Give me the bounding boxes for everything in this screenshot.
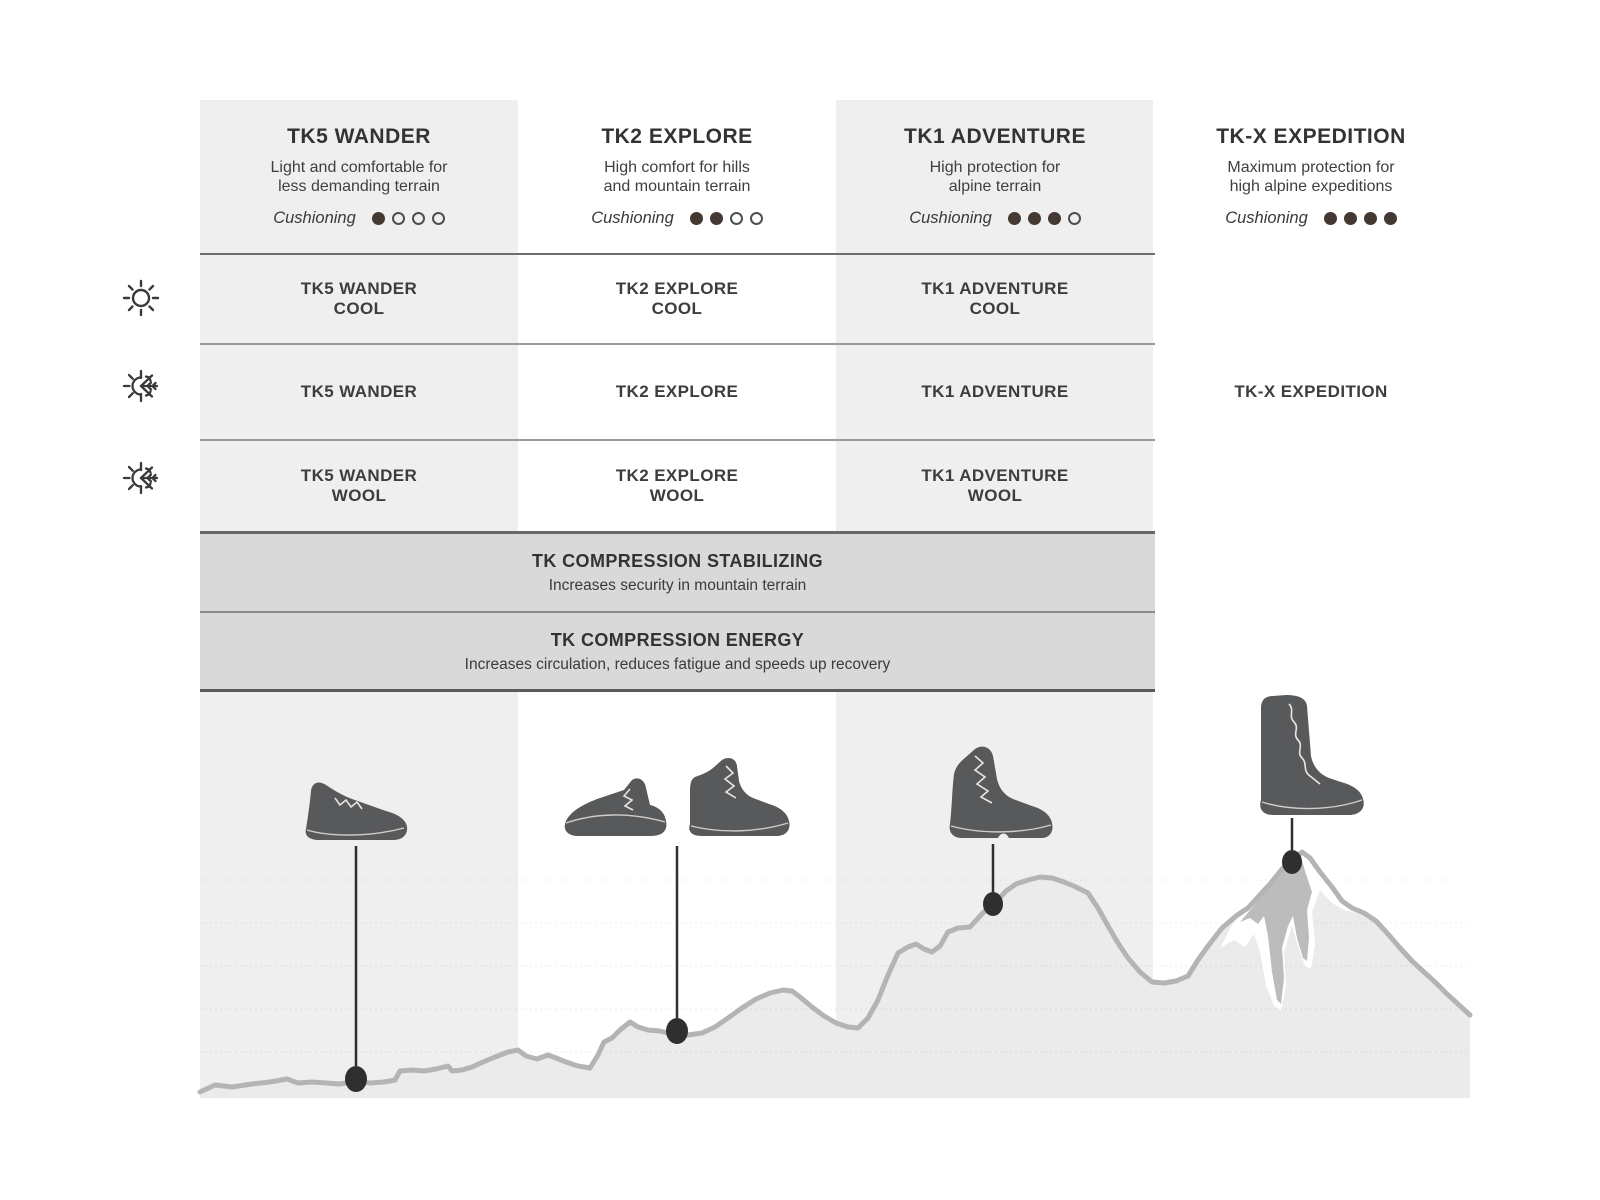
cushioning-dot-empty: [750, 212, 763, 225]
description-line1: Light and comfortable for: [270, 159, 448, 176]
cushioning-dot-empty: [392, 212, 405, 225]
variant-line2: COOL: [333, 298, 385, 318]
cell-tk2-wool: [518, 440, 836, 531]
description-line2: alpine terrain: [948, 178, 1042, 195]
description-line1: Maximum protection for: [1227, 159, 1395, 176]
cushioning-label: Cushioning: [273, 209, 356, 227]
variant-label: TK2 EXPLORE: [615, 381, 739, 401]
product-title: TK2 EXPLORE: [601, 125, 753, 148]
variant-line1: TK1 ADVENTURE: [921, 278, 1069, 298]
divider: [200, 611, 1155, 613]
product-title: TK1 ADVENTURE: [904, 125, 1086, 148]
header-tk5-wander: [200, 100, 518, 253]
cushioning-rating: [591, 209, 763, 228]
cushioning-dot-filled: [1364, 212, 1377, 225]
variant-line2: WOOL: [967, 485, 1023, 505]
band-subtitle: Increases security in mountain terrain: [548, 576, 807, 594]
cushioning-dot-filled: [710, 212, 723, 225]
variant-line2: WOOL: [331, 485, 387, 505]
description-line1: High comfort for hills: [604, 159, 750, 176]
cushioning-rating: [273, 209, 445, 228]
description-line2: less demanding terrain: [278, 178, 440, 195]
low-hiking-shoe-icon: [565, 778, 667, 836]
variant-label: TK1 ADVENTURE: [921, 381, 1069, 401]
header-tk1-adventure: [836, 100, 1154, 253]
band-title: TK COMPRESSION STABILIZING: [531, 550, 824, 571]
variant-label: [616, 279, 738, 319]
description-line2: high alpine expeditions: [1229, 178, 1393, 195]
sun-snowflake-icon: [121, 366, 161, 406]
variant-label: [301, 466, 417, 506]
variant-label: TK5 WANDER: [300, 381, 418, 401]
cushioning-dots: [683, 212, 763, 225]
variant-line1: TK1 ADVENTURE: [921, 465, 1069, 485]
cushioning-dot-empty: [1068, 212, 1081, 225]
product-description: [271, 158, 448, 196]
cushioning-rating: [1225, 209, 1397, 228]
expedition-boot-icon: [1260, 695, 1364, 815]
cell-tk5-wool: [200, 440, 518, 531]
product-description: [604, 158, 751, 196]
cushioning-dot-filled: [1384, 212, 1397, 225]
mid-hiking-boot-icon: [689, 758, 789, 836]
cell-tk1-cool: [836, 254, 1154, 343]
description-line1: High protection for: [929, 159, 1061, 176]
divider: [200, 531, 1155, 534]
cell-tk1-wool: [836, 440, 1154, 531]
snow-summit: [1220, 851, 1357, 1010]
variant-label: [921, 279, 1068, 319]
cell-tk2-standard: [518, 344, 836, 439]
variant-line2: COOL: [651, 298, 703, 318]
cushioning-rating: [909, 209, 1081, 228]
terrain-dot-tk2: [666, 1018, 688, 1044]
cushioning-dot-filled: [1344, 212, 1357, 225]
compression-stabilizing-band: [200, 533, 1155, 612]
product-title: TK-X EXPEDITION: [1216, 125, 1406, 148]
cushioning-dot-filled: [1324, 212, 1337, 225]
cushioning-dot-filled: [690, 212, 703, 225]
cushioning-dot-filled: [1008, 212, 1021, 225]
variant-label: [616, 466, 738, 506]
cushioning-label: Cushioning: [591, 209, 674, 227]
variant-label: TK-X EXPEDITION: [1234, 381, 1388, 401]
variant-line2: COOL: [969, 298, 1021, 318]
cushioning-dot-empty: [412, 212, 425, 225]
variant-line1: TK2 EXPLORE: [615, 465, 739, 485]
variant-label: [921, 466, 1068, 506]
band-subtitle: Increases circulation, reduces fatigue and speeds up recovery: [464, 655, 891, 673]
cell-tkx-standard: [1152, 344, 1470, 439]
sun-icon: [121, 278, 161, 318]
header-tkx-expedition: [1152, 100, 1470, 253]
variant-line2: WOOL: [649, 485, 705, 505]
variant-line1: TK5 WANDER: [300, 278, 418, 298]
cushioning-dot-empty: [730, 212, 743, 225]
variant-label: [301, 279, 417, 319]
cushioning-dot-filled: [1048, 212, 1061, 225]
cell-tk5-cool: [200, 254, 518, 343]
summit-rock: [1240, 854, 1312, 1004]
variant-line1: TK2 EXPLORE: [615, 278, 739, 298]
variant-line1: TK5 WANDER: [300, 465, 418, 485]
compression-energy-band: [200, 612, 1155, 691]
cushioning-dots: [1001, 212, 1081, 225]
cushioning-dot-filled: [372, 212, 385, 225]
cell-tk5-standard: [200, 344, 518, 439]
cushioning-dot-empty: [432, 212, 445, 225]
divider: [200, 689, 1155, 692]
cell-tk1-standard: [836, 344, 1154, 439]
header-tk2-explore: [518, 100, 836, 253]
cushioning-dots: [365, 212, 445, 225]
terrain-dot-tkx: [1282, 850, 1302, 874]
product-description: [1227, 158, 1394, 196]
sun-snowflake-icon: [121, 458, 161, 498]
product-description: [930, 158, 1061, 196]
cushioning-label: Cushioning: [909, 209, 992, 227]
cushioning-label: Cushioning: [1225, 209, 1308, 227]
product-title: TK5 WANDER: [287, 125, 431, 148]
band-title: TK COMPRESSION ENERGY: [550, 629, 805, 650]
cell-tk2-cool: [518, 254, 836, 343]
cushioning-dots: [1317, 212, 1397, 225]
cushioning-dot-filled: [1028, 212, 1041, 225]
description-line2: and mountain terrain: [603, 178, 751, 195]
